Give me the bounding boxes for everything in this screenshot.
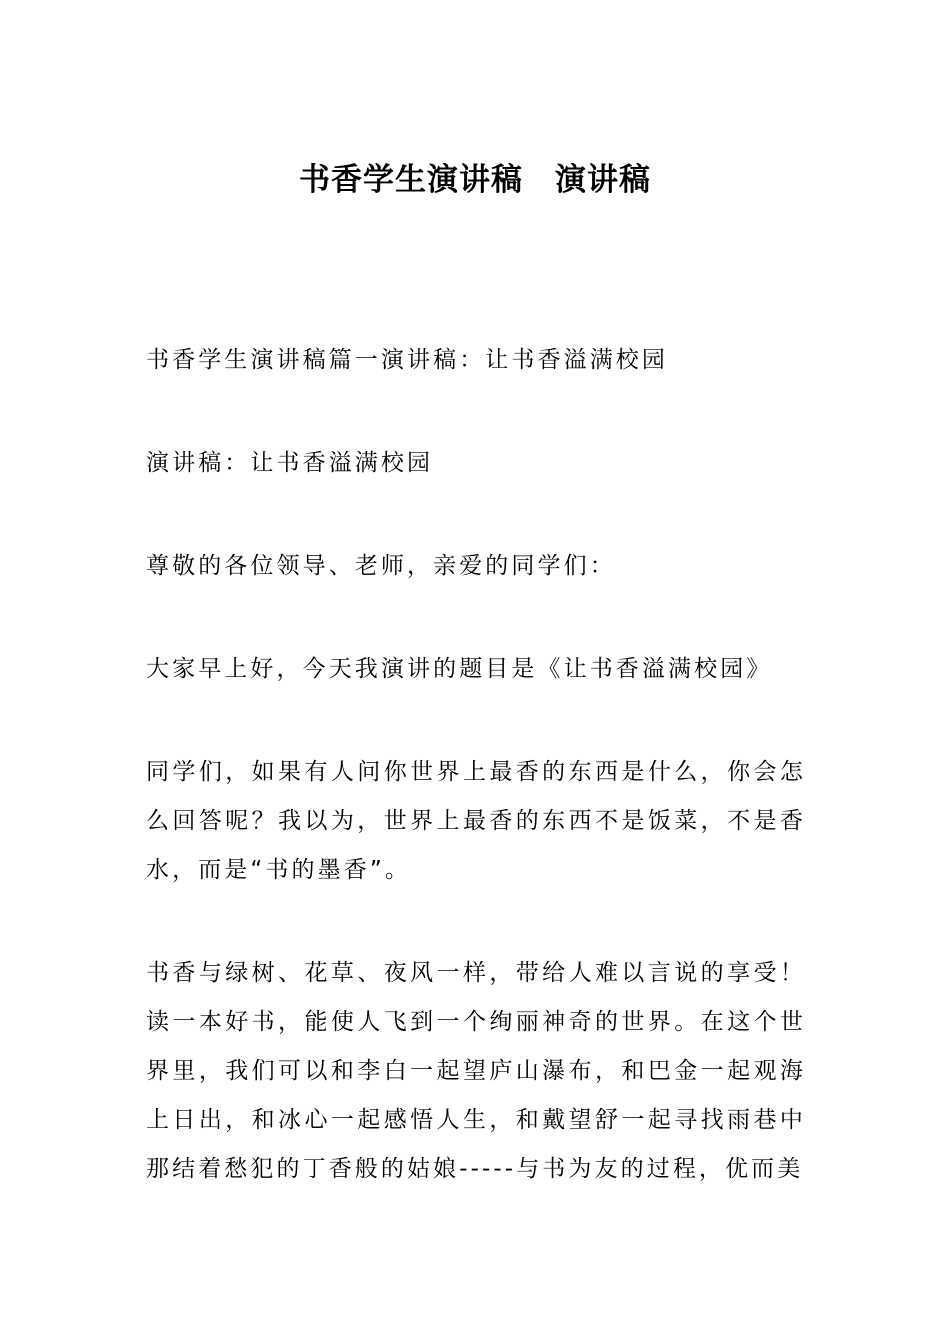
paragraph-reading: 书香与绿树、花草、夜风一样，带给人难以言说的享受！读一本好书，能使人飞到一个绚丽神奇的世界。在这个世界里，我们可以和李白一起望庐山瀑布，和巴金一起观海上日出，和冰心一起感悟人生，和戴望舒一起寻找雨巷中那结着愁犯的丁香般的姑娘-----与书为友的过程，优而美 — [146, 960, 806, 1182]
paragraph-subtitle: 演讲稿：让书香溢满校园 — [146, 450, 434, 476]
paragraph-question: 同学们，如果有人问你世界上最香的东西是什么，你会怎么回答呢？我以为，世界上最香的东西不是饭菜，不是香水，而是“书的墨香”。 — [146, 759, 806, 883]
document-title: 书香学生演讲稿 演讲稿 — [299, 162, 651, 198]
paragraph-greeting: 大家早上好，今天我演讲的题目是《让书香溢满校园》 — [146, 656, 773, 682]
document-body — [146, 336, 806, 1248]
paragraph-salutation: 尊敬的各位领导、老师，亲爱的同学们： — [146, 553, 616, 579]
paragraph-heading: 书香学生演讲稿篇一演讲稿：让书香溢满校园 — [146, 347, 668, 373]
